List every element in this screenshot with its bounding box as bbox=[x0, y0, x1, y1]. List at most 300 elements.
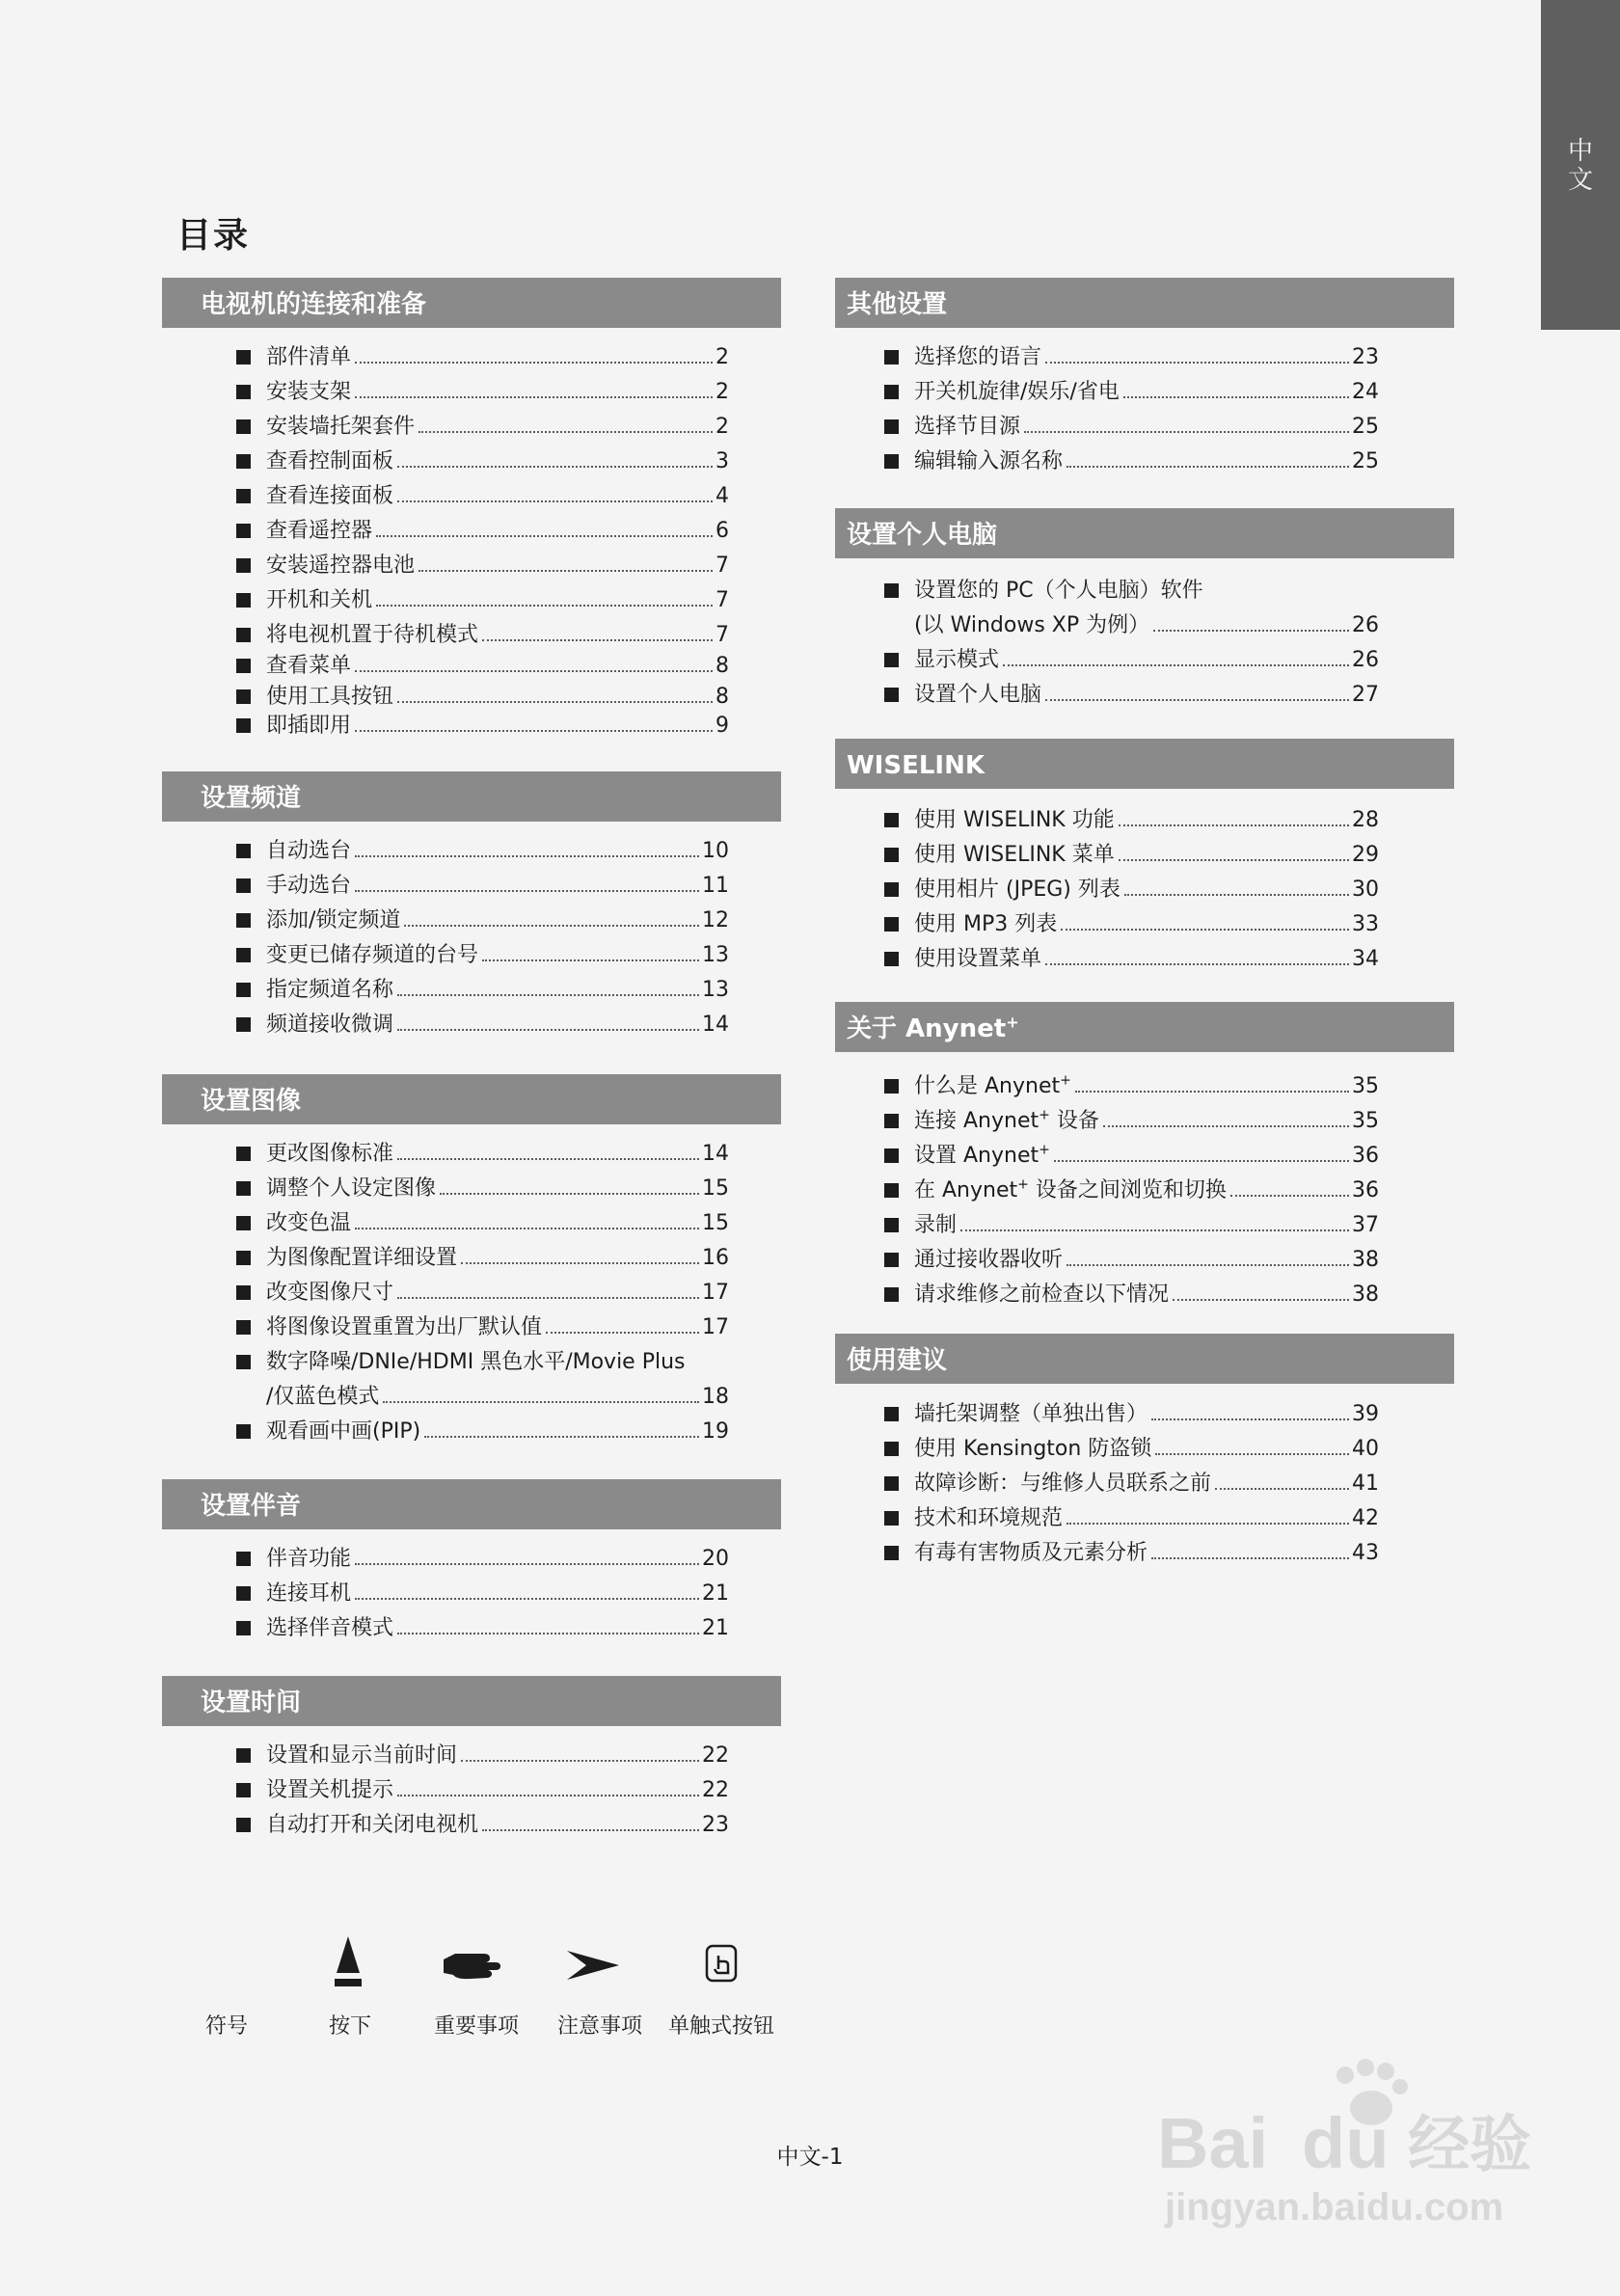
bullet-icon bbox=[884, 1511, 899, 1526]
bullet-icon bbox=[884, 688, 899, 702]
toc-entry-title bbox=[266, 1244, 457, 1273]
toc-entry-title-text: 故障诊断：与维修人员联系之前 bbox=[914, 1472, 1212, 1496]
toc-entry[interactable] bbox=[236, 681, 729, 712]
section-header-channels: 设置频道 bbox=[162, 771, 781, 822]
watermark-brand: Bai bbox=[1157, 2103, 1269, 2183]
toc-entry[interactable] bbox=[236, 515, 729, 546]
section-header-anynet-text: 关于 Anynet bbox=[847, 1014, 1007, 1043]
toc-entry-page: 25 bbox=[1352, 449, 1379, 473]
toc-entry-title bbox=[914, 1072, 1071, 1101]
toc-entry[interactable] bbox=[236, 446, 729, 476]
toc-entry[interactable] bbox=[884, 341, 1379, 372]
toc-entry[interactable] bbox=[236, 1346, 729, 1377]
bullet-icon bbox=[236, 1748, 251, 1763]
toc-entry-title-text: 在 Anynet bbox=[914, 1178, 1018, 1202]
bullet-icon bbox=[884, 1287, 899, 1302]
toc-entry-sup: + bbox=[1017, 1176, 1029, 1193]
bullet-icon bbox=[236, 1320, 251, 1335]
bullet-icon bbox=[884, 882, 899, 897]
leader-dots bbox=[383, 1401, 699, 1403]
toc-entry-continuation[interactable] bbox=[914, 609, 1379, 640]
toc-entry-title-text: 请求维修之前检查以下情况 bbox=[914, 1283, 1170, 1307]
toc-entry[interactable] bbox=[236, 1207, 729, 1238]
arrow-pointer-icon bbox=[565, 1948, 621, 1983]
leader-dots bbox=[1124, 894, 1349, 896]
bullet-icon bbox=[236, 1017, 251, 1032]
language-tab-label: 中文 bbox=[1568, 137, 1594, 195]
bullet-icon bbox=[884, 1442, 899, 1456]
toc-entry-page: 27 bbox=[1352, 683, 1379, 707]
toc-entry[interactable] bbox=[236, 480, 729, 511]
bullet-icon bbox=[236, 718, 251, 733]
toc-entry[interactable] bbox=[236, 1774, 729, 1805]
bullet-icon bbox=[236, 419, 251, 434]
toc-entry[interactable] bbox=[236, 1009, 729, 1040]
toc-entry-page: 36 bbox=[1352, 1178, 1379, 1202]
toc-entry[interactable] bbox=[236, 974, 729, 1005]
bullet-icon bbox=[236, 1216, 251, 1230]
leader-dots bbox=[482, 639, 713, 641]
leader-dots bbox=[397, 466, 713, 468]
toc-entry-page: 13 bbox=[702, 943, 729, 967]
toc-entry-page: 43 bbox=[1352, 1541, 1379, 1565]
toc-entry[interactable] bbox=[236, 619, 729, 650]
toc-entry[interactable] bbox=[884, 1279, 1379, 1310]
toc-entry[interactable] bbox=[884, 1105, 1379, 1136]
leader-dots bbox=[418, 431, 713, 433]
section-header-sound: 设置伴音 bbox=[162, 1479, 781, 1529]
toc-entry[interactable] bbox=[884, 1468, 1379, 1499]
toc-entry-title bbox=[914, 876, 1120, 905]
toc-entry-title-cont: /仅蓝色模式 bbox=[266, 1385, 380, 1409]
toc-entry-title bbox=[266, 1209, 351, 1238]
toc-entry[interactable] bbox=[884, 1502, 1379, 1533]
toc-entry[interactable] bbox=[236, 341, 729, 372]
leader-dots bbox=[1061, 929, 1349, 931]
toc-entry-title-text: 使用相片 (JPEG) 列表 bbox=[914, 878, 1120, 902]
toc-entry-title-text: 将电视机置于待机模式 bbox=[266, 623, 479, 647]
section-header-anynet-sup: + bbox=[1006, 1013, 1019, 1032]
bullet-icon bbox=[884, 653, 899, 667]
toc-entry[interactable] bbox=[236, 1543, 729, 1574]
toc-entry-title bbox=[266, 343, 351, 372]
leader-dots bbox=[1054, 1160, 1349, 1162]
leader-dots bbox=[1045, 963, 1349, 965]
toc-entry-page: 26 bbox=[1352, 613, 1379, 637]
toc-entry-page: 38 bbox=[1352, 1248, 1379, 1272]
toc-entry-title bbox=[266, 1545, 351, 1574]
leader-dots bbox=[960, 1229, 1349, 1231]
toc-entry-title-text: 使用 WISELINK 功能 bbox=[914, 808, 1115, 832]
toc-entry-title bbox=[266, 517, 372, 546]
bullet-icon bbox=[236, 385, 251, 399]
toc-entry-title bbox=[914, 681, 1041, 710]
bullet-icon bbox=[236, 628, 251, 642]
toc-entry[interactable] bbox=[236, 650, 729, 681]
leader-dots bbox=[355, 1563, 699, 1565]
toc-entry-title-text: 手动选台 bbox=[266, 874, 352, 898]
toc-entry-title-text: 使用设置菜单 bbox=[914, 947, 1042, 971]
toc-entry-page: 4 bbox=[716, 484, 729, 508]
toc-entry[interactable] bbox=[884, 411, 1379, 442]
one-touch-button-icon bbox=[705, 1944, 738, 1983]
toc-entry[interactable] bbox=[236, 1416, 729, 1446]
leader-dots bbox=[1119, 859, 1349, 861]
toc-entry-title-text: 设置个人电脑 bbox=[914, 683, 1042, 707]
toc-entry[interactable] bbox=[236, 411, 729, 442]
toc-entry[interactable] bbox=[236, 1809, 729, 1840]
leader-dots bbox=[1075, 1091, 1349, 1093]
bullet-icon bbox=[884, 848, 899, 862]
bullet-icon bbox=[236, 1251, 251, 1265]
section-header-picture: 设置图像 bbox=[162, 1074, 781, 1124]
toc-entry-title bbox=[914, 1470, 1211, 1499]
toc-entry-title-text: 改变色温 bbox=[266, 1211, 352, 1235]
toc-entry-title bbox=[914, 945, 1041, 974]
toc-entry-page: 23 bbox=[702, 1813, 729, 1837]
toc-entry-title-text: 使用工具按钮 bbox=[266, 685, 394, 709]
toc-entry-page: 22 bbox=[702, 1778, 729, 1802]
watermark-url: jingyan.baidu.com bbox=[1165, 2186, 1504, 2228]
toc-entry-title-text: 安装支架 bbox=[266, 380, 352, 404]
toc-entry-page: 24 bbox=[1352, 380, 1379, 404]
bullet-icon bbox=[236, 1621, 251, 1635]
toc-entry-title-text: 查看连接面板 bbox=[266, 484, 394, 508]
watermark-brand2: du bbox=[1302, 2103, 1390, 2183]
legend-symbol-label: 符号 bbox=[204, 2014, 248, 2039]
leader-dots bbox=[355, 730, 713, 732]
toc-entry-title-text: 选择节目源 bbox=[914, 415, 1021, 439]
toc-entry-title-text: 添加/锁定频道 bbox=[266, 908, 401, 932]
toc-entry-title bbox=[914, 413, 1020, 442]
toc-entry[interactable] bbox=[236, 1612, 729, 1643]
leader-dots bbox=[1215, 1488, 1349, 1490]
toc-entry-title bbox=[266, 482, 393, 511]
toc-entry-sup: + bbox=[1060, 1072, 1071, 1089]
leader-dots bbox=[1003, 664, 1349, 666]
bullet-icon bbox=[884, 1407, 899, 1421]
toc-entry-page: 2 bbox=[716, 380, 729, 404]
toc-entry[interactable] bbox=[236, 835, 729, 866]
toc-entry-page: 39 bbox=[1352, 1402, 1379, 1426]
toc-entry[interactable] bbox=[884, 575, 1379, 606]
toc-entry[interactable] bbox=[236, 939, 729, 970]
toc-entry-page: 41 bbox=[1352, 1472, 1379, 1496]
bullet-icon bbox=[884, 1114, 899, 1128]
toc-entry-page: 15 bbox=[702, 1211, 729, 1235]
bullet-icon bbox=[236, 948, 251, 962]
leader-dots bbox=[355, 1598, 699, 1600]
page-number: 中文-1 bbox=[776, 2145, 844, 2170]
toc-entry[interactable] bbox=[236, 1173, 729, 1203]
toc-entry-title bbox=[266, 1279, 393, 1308]
toc-entry-title-text: 查看遥控器 bbox=[266, 519, 373, 543]
leader-dots bbox=[1066, 466, 1349, 468]
leader-dots bbox=[397, 1633, 699, 1634]
leader-dots bbox=[397, 1029, 699, 1031]
toc-entry-page: 40 bbox=[1352, 1437, 1379, 1461]
toc-entry-title-text: 选择伴音模式 bbox=[266, 1616, 394, 1640]
toc-entry-page: 12 bbox=[702, 908, 729, 932]
bullet-icon bbox=[884, 1253, 899, 1267]
toc-entry-page: 18 bbox=[702, 1385, 729, 1409]
section-header-wiselink: WISELINK bbox=[835, 739, 1454, 789]
bullet-icon bbox=[884, 1546, 899, 1560]
bullet-icon bbox=[236, 844, 251, 858]
bullet-icon bbox=[884, 350, 899, 365]
toc-entry-title bbox=[914, 1400, 1148, 1429]
bullet-icon bbox=[884, 813, 899, 827]
bullet-icon bbox=[884, 952, 899, 966]
toc-entry-title-text: 自动打开和关闭电视机 bbox=[266, 1813, 479, 1837]
leader-dots bbox=[397, 994, 699, 996]
leader-dots bbox=[1103, 1125, 1349, 1127]
toc-entry-page: 7 bbox=[716, 554, 729, 578]
toc-entry-title-text: 指定频道名称 bbox=[266, 978, 394, 1002]
toc-entry-page: 35 bbox=[1352, 1109, 1379, 1133]
leader-dots bbox=[1119, 824, 1349, 826]
toc-entry-title bbox=[914, 1281, 1169, 1310]
toc-entry[interactable] bbox=[884, 1244, 1379, 1275]
bullet-icon bbox=[884, 385, 899, 399]
toc-entry-title bbox=[266, 1742, 457, 1770]
toc-entry[interactable] bbox=[884, 1433, 1379, 1464]
bullet-icon bbox=[884, 454, 899, 469]
toc-entry-page: 9 bbox=[716, 714, 729, 738]
toc-entry-title bbox=[914, 1539, 1148, 1568]
toc-entry-title-text: 设置和显示当前时间 bbox=[266, 1743, 458, 1768]
toc-entry[interactable] bbox=[236, 1311, 729, 1342]
leader-dots bbox=[397, 1795, 699, 1796]
toc-entry-title bbox=[266, 837, 351, 866]
toc-entry-page: 21 bbox=[702, 1616, 729, 1640]
toc-entry-title bbox=[266, 621, 478, 650]
toc-entry[interactable] bbox=[236, 710, 729, 741]
toc-entry-title-text: 墙托架调整（单独出售） bbox=[914, 1402, 1148, 1426]
toc-entry-title bbox=[914, 646, 999, 675]
toc-entry-title-text: 调整个人设定图像 bbox=[266, 1176, 437, 1201]
toc-entry-title bbox=[266, 1776, 393, 1805]
leader-dots bbox=[1066, 1523, 1349, 1525]
bullet-icon bbox=[236, 454, 251, 469]
toc-entry-page: 26 bbox=[1352, 648, 1379, 672]
toc-entry-title-text: 观看画中画(PIP) bbox=[266, 1419, 421, 1444]
leader-dots bbox=[355, 362, 713, 364]
leader-dots bbox=[376, 535, 713, 537]
toc-entry[interactable] bbox=[884, 804, 1379, 835]
bullet-icon bbox=[236, 983, 251, 997]
toc-entry-title bbox=[914, 1107, 1099, 1136]
toc-entry-title bbox=[914, 1435, 1151, 1464]
toc-entry[interactable] bbox=[236, 1242, 729, 1273]
toc-entry-title-text: 录制 bbox=[914, 1213, 958, 1237]
language-tab bbox=[1541, 0, 1620, 330]
leader-dots bbox=[397, 500, 713, 502]
leader-dots bbox=[1123, 396, 1349, 398]
toc-entry[interactable] bbox=[236, 584, 729, 615]
leader-dots bbox=[482, 1829, 699, 1831]
toc-entry-title-text: 技术和环境规范 bbox=[914, 1506, 1064, 1530]
bullet-icon bbox=[236, 1147, 251, 1161]
leader-dots bbox=[355, 670, 713, 672]
leader-dots bbox=[355, 890, 699, 892]
toc-entry-title-text: 显示模式 bbox=[914, 648, 1000, 672]
bullet-icon bbox=[236, 1818, 251, 1832]
toc-entry-page: 35 bbox=[1352, 1074, 1379, 1098]
leader-dots bbox=[397, 701, 713, 703]
leader-dots bbox=[461, 1262, 699, 1264]
toc-entry-page: 6 bbox=[716, 519, 729, 543]
leader-dots bbox=[404, 925, 699, 927]
section-header-other: 其他设置 bbox=[835, 278, 1454, 328]
toc-entry-title bbox=[266, 552, 415, 581]
toc-entry[interactable] bbox=[236, 550, 729, 581]
toc-entry-title-text: 开机和关机 bbox=[266, 588, 373, 612]
toc-entry-page: 36 bbox=[1352, 1144, 1379, 1168]
leader-dots bbox=[546, 1332, 699, 1334]
toc-entry[interactable] bbox=[884, 1070, 1379, 1101]
toc-entry[interactable] bbox=[884, 679, 1379, 710]
toc-entry-title-text: 变更已储存频道的台号 bbox=[266, 943, 479, 967]
toc-entry-title bbox=[266, 586, 372, 615]
leader-dots bbox=[1045, 699, 1349, 701]
leader-dots bbox=[1151, 1418, 1349, 1420]
bullet-icon bbox=[236, 1783, 251, 1797]
legend-important-label: 重要事项 bbox=[433, 2014, 519, 2039]
leader-dots bbox=[440, 1193, 699, 1195]
toc-entry-page: 29 bbox=[1352, 843, 1379, 867]
toc-entry[interactable] bbox=[884, 446, 1379, 476]
toc-entry-title-text: 使用 MP3 列表 bbox=[914, 912, 1058, 936]
bullet-icon bbox=[236, 350, 251, 365]
toc-entry-title-text: 什么是 Anynet bbox=[914, 1074, 1061, 1098]
toc-entry-title bbox=[914, 910, 1057, 939]
bullet-icon bbox=[236, 913, 251, 928]
legend-one-touch-label: 单触式按钮 bbox=[667, 2014, 774, 2039]
toc-entry-title-text: 安装遥控器电池 bbox=[266, 554, 416, 578]
toc-entry-page: 14 bbox=[702, 1142, 729, 1166]
toc-entry-title bbox=[266, 1580, 351, 1608]
leader-dots bbox=[1066, 1264, 1349, 1266]
toc-entry-title bbox=[266, 1175, 436, 1203]
toc-entry-title-text: 查看菜单 bbox=[266, 654, 352, 678]
toc-entry[interactable] bbox=[884, 1398, 1379, 1429]
toc-entry[interactable] bbox=[884, 644, 1379, 675]
toc-entry-title-suffix: 设备 bbox=[1049, 1109, 1099, 1133]
toc-entry-page: 33 bbox=[1352, 912, 1379, 936]
leader-dots bbox=[482, 959, 699, 961]
toc-entry-title bbox=[914, 1211, 957, 1240]
toc-entry-page: 13 bbox=[702, 978, 729, 1002]
baidu-watermark bbox=[1157, 2054, 1562, 2237]
leader-dots bbox=[424, 1436, 699, 1438]
bullet-icon bbox=[236, 689, 251, 704]
toc-entry-page: 23 bbox=[1352, 345, 1379, 369]
toc-entry[interactable] bbox=[884, 943, 1379, 974]
toc-entry-title-text: 连接 Anynet bbox=[914, 1109, 1040, 1133]
toc-entry-page: 2 bbox=[716, 415, 729, 439]
leader-dots bbox=[376, 605, 713, 607]
toc-entry-title bbox=[266, 1614, 393, 1643]
toc-entry[interactable] bbox=[884, 1175, 1379, 1205]
bullet-icon bbox=[236, 1586, 251, 1601]
toc-entry[interactable] bbox=[884, 908, 1379, 939]
toc-entry[interactable] bbox=[884, 1140, 1379, 1171]
section-header-tips: 使用建议 bbox=[835, 1334, 1454, 1384]
toc-entry-title-text: 编辑输入源名称 bbox=[914, 449, 1064, 473]
toc-entry-title bbox=[266, 1011, 393, 1040]
toc-entry-title-text: 为图像配置详细设置 bbox=[266, 1246, 458, 1270]
bullet-icon bbox=[884, 583, 899, 598]
toc-entry[interactable] bbox=[884, 1209, 1379, 1240]
toc-entry[interactable] bbox=[236, 1138, 729, 1169]
leader-dots bbox=[1153, 630, 1349, 632]
section-header-anynet bbox=[835, 1002, 1454, 1052]
toc-entry-continuation[interactable] bbox=[266, 1381, 729, 1412]
toc-entry-title-text: 改变图像尺寸 bbox=[266, 1281, 394, 1305]
toc-entry[interactable] bbox=[236, 905, 729, 935]
bullet-icon bbox=[236, 558, 251, 573]
toc-entry[interactable] bbox=[884, 839, 1379, 870]
leader-dots bbox=[397, 1158, 699, 1160]
toc-entry[interactable] bbox=[884, 1537, 1379, 1568]
toc-entry-title bbox=[266, 378, 351, 407]
toc-entry-sup: + bbox=[1039, 1107, 1050, 1123]
toc-entry-title-text: 即插即用 bbox=[266, 714, 352, 738]
toc-entry-page: 7 bbox=[716, 588, 729, 612]
toc-entry-title bbox=[266, 976, 393, 1005]
toc-entry-title bbox=[266, 447, 393, 476]
bullet-icon bbox=[236, 878, 251, 893]
toc-entry-page: 34 bbox=[1352, 947, 1379, 971]
toc-entry-title bbox=[914, 1504, 1063, 1533]
toc-entry-page: 38 bbox=[1352, 1283, 1379, 1307]
toc-entry-title-suffix: 设备之间浏览和切换 bbox=[1028, 1178, 1227, 1202]
toc-entry[interactable] bbox=[236, 376, 729, 407]
toc-entry-title bbox=[266, 1313, 542, 1342]
toc-entry-title-text: 将图像设置重置为出厂默认值 bbox=[266, 1315, 543, 1339]
toc-entry[interactable] bbox=[236, 1740, 729, 1770]
toc-entry-title-text: 更改图像标准 bbox=[266, 1142, 394, 1166]
toc-entry-title-text: 连接耳机 bbox=[266, 1581, 352, 1606]
toc-entry-title bbox=[914, 1246, 1063, 1275]
toc-entry-title-text: 频道接收微调 bbox=[266, 1013, 394, 1037]
leader-dots bbox=[418, 570, 713, 572]
toc-entry[interactable] bbox=[884, 874, 1379, 905]
toc-entry[interactable] bbox=[236, 870, 729, 901]
section-header-connection: 电视机的连接和准备 bbox=[162, 278, 781, 328]
toc-entry-title bbox=[266, 906, 400, 935]
toc-entry-page: 16 bbox=[702, 1246, 729, 1270]
toc-entry-title-text: 部件清单 bbox=[266, 345, 352, 369]
toc-entry-page: 3 bbox=[716, 449, 729, 473]
toc-entry[interactable] bbox=[236, 1277, 729, 1308]
toc-entry[interactable] bbox=[236, 1578, 729, 1608]
leader-dots bbox=[461, 1760, 699, 1762]
toc-entry-page: 42 bbox=[1352, 1506, 1379, 1530]
toc-entry-title-text: 设置 Anynet bbox=[914, 1144, 1040, 1168]
toc-entry-page: 14 bbox=[702, 1013, 729, 1037]
toc-entry-page: 20 bbox=[702, 1547, 729, 1571]
toc-entry-page: 7 bbox=[716, 623, 729, 647]
leader-dots bbox=[1045, 362, 1349, 364]
toc-entry-title bbox=[914, 378, 1120, 407]
leader-dots bbox=[1024, 431, 1349, 433]
toc-entry-title-text: 自动选台 bbox=[266, 839, 352, 863]
pointing-hand-icon bbox=[442, 1946, 501, 1985]
bullet-icon bbox=[884, 1148, 899, 1163]
toc-entry[interactable] bbox=[884, 376, 1379, 407]
